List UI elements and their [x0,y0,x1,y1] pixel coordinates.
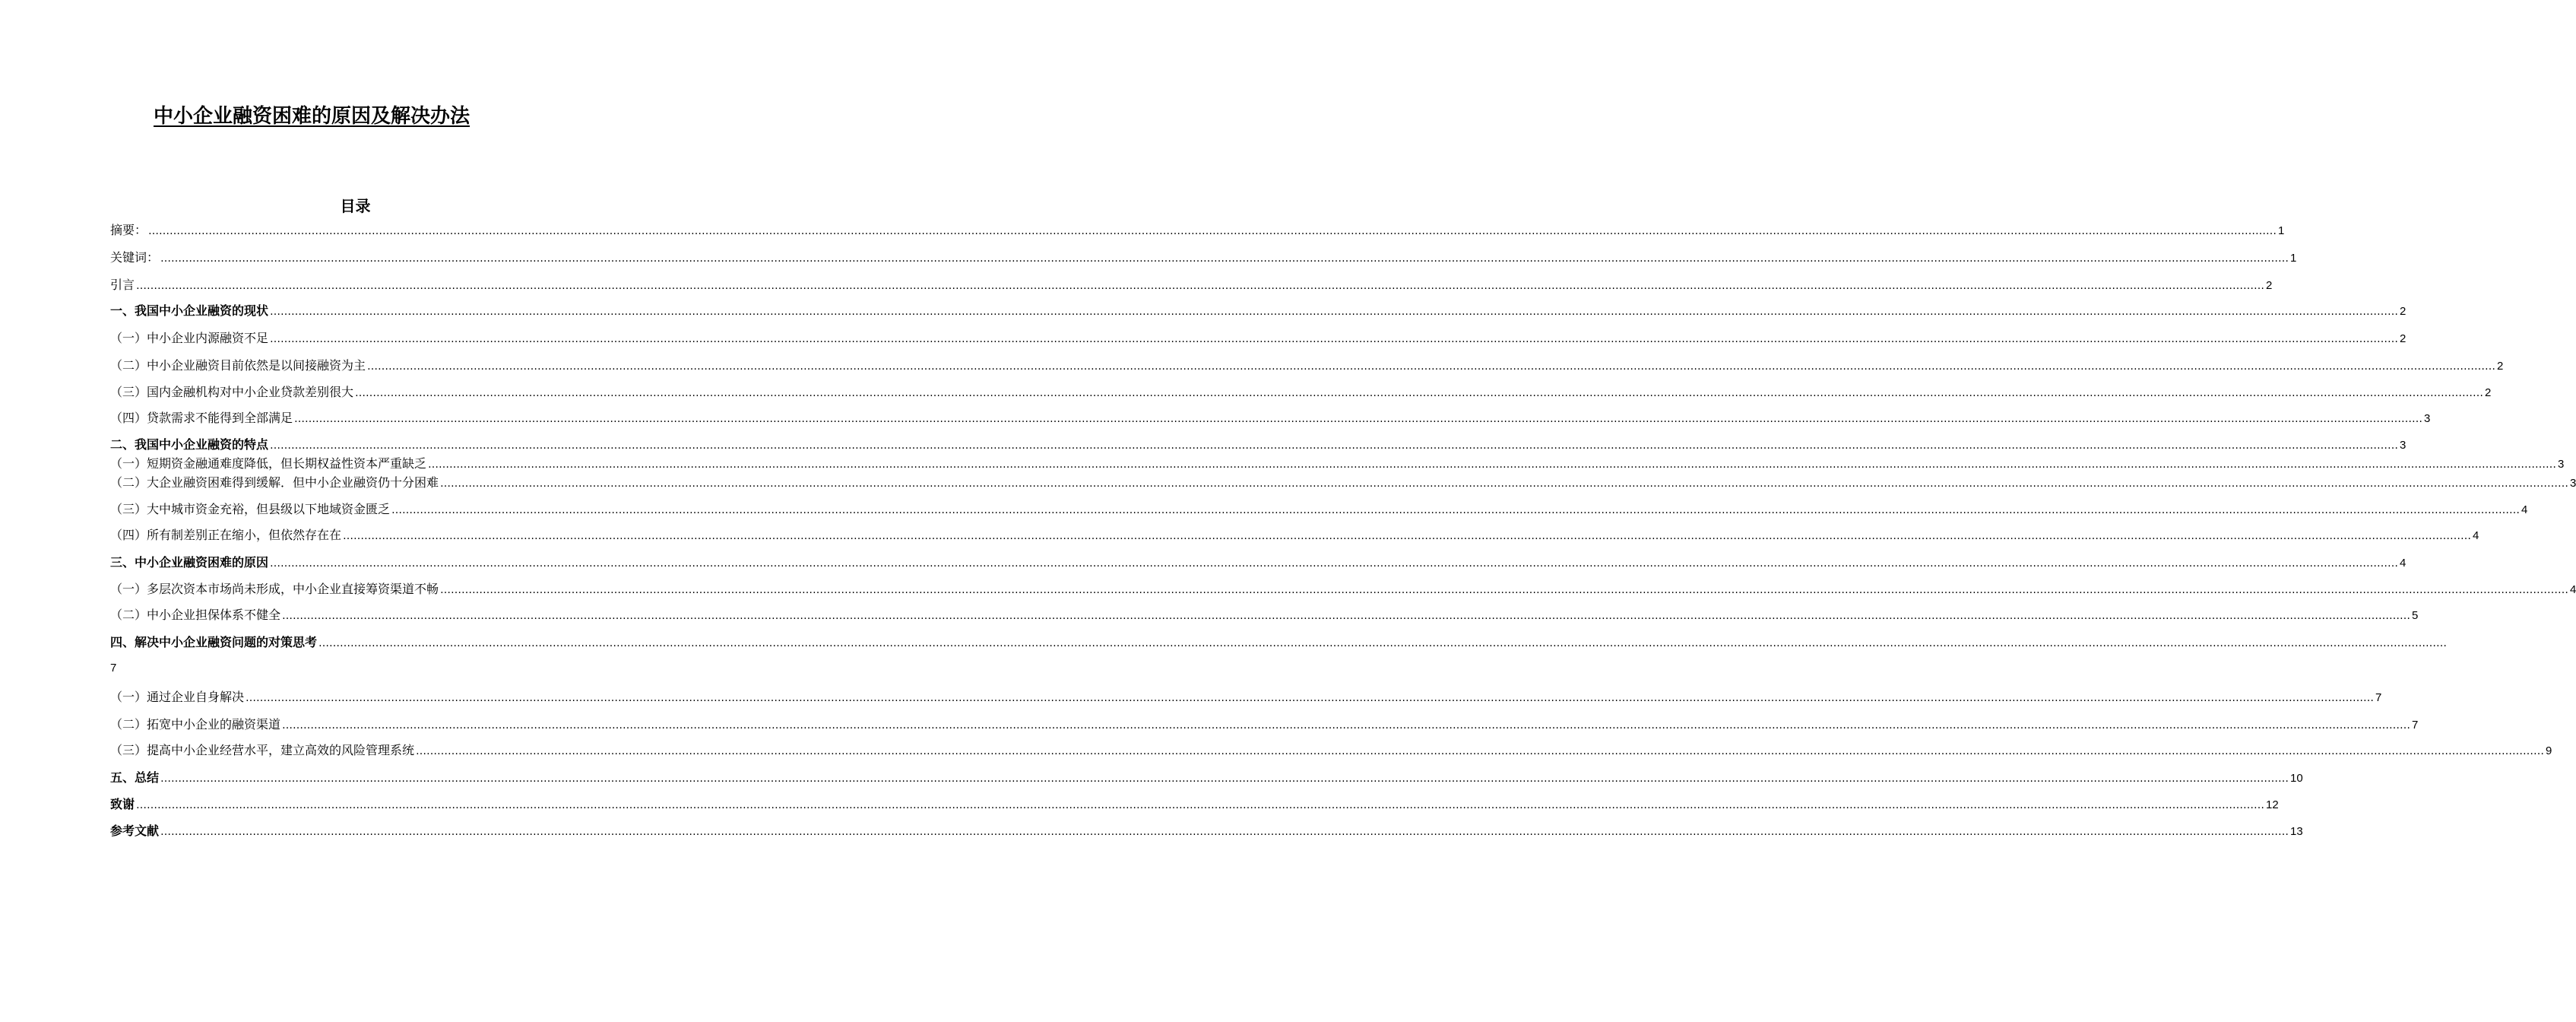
toc-entry-title: 四、解决中小企业融资问题的对策思考 [110,635,318,649]
toc-leader-dots: …………………………………………………………………………………………………………………………………………………………………………………………………………………………………………………………………………………………………………………………………………………………………………………………………………………………………………………………………………………………………………………………………………………… [294,413,2423,425]
toc-page-number: 3 [2570,477,2576,490]
toc-entry-title: 摘要： [110,223,147,237]
toc-leader-dots: …………………………………………………………………………………………………………………………………………………………………………………………………………………………………………………………………………………………………………………………………………………………………………………………………………………………………………………………………………………………………………………………………………………… [282,719,2411,732]
toc-page-number: 4 [2400,557,2406,570]
table-of-contents [110,0,2576,1022]
toc-entry-title: 三、中小企业融资困难的原因 [110,555,269,570]
toc-page-number: 1 [2278,224,2285,237]
toc-page-number: 3 [2424,412,2431,425]
toc-page-number: 2 [2266,279,2273,292]
toc-entry[interactable] [110,248,2297,265]
toc-leader-dots: …………………………………………………………………………………………………………………………………………………………………………………………………………………………………………………………………………………………………………………………………………………………………………………………………………………………………………………………………………………………………………………………………………………… [160,773,2289,785]
toc-entry[interactable] [110,435,2406,452]
toc-page-number: 1 [2290,252,2297,265]
toc-leader-dots: …………………………………………………………………………………………………………………………………………………………………………………………………………………………………………………………………………………………………………………………………………………………………………………………………………………………………………………………………………………………………………………………………………………… [136,799,2265,811]
toc-leader-dots: …………………………………………………………………………………………………………………………………………………………………………………………………………………………………………………………………………………………………………………………………………………………………………………………………………………………………………………………………………………………………………………………………………………… [440,478,2569,490]
toc-page-number: 13 [2290,825,2303,838]
toc-entry[interactable] [110,605,2419,622]
toc-entry[interactable] [110,768,2303,785]
toc-entry-title: （三）提高中小企业经营水平，建立高效的风险管理系统 [110,743,415,757]
toc-leader-dots: …………………………………………………………………………………………………………………………………………………………………………………………………………………………………………………………………………………………………………………………………………………………………………………………………………………………………………………………………………………………………………………………………………………… [270,440,2399,452]
toc-leader-dots: …………………………………………………………………………………………………………………………………………………………………………………………………………………………………………………………………………………………………………………………………………………………………………………………………………………………………………………………………………………………………………………………………………………… [367,360,2496,373]
toc-page-number: 3 [2400,439,2406,452]
toc-entry[interactable] [110,454,2565,471]
toc-entry-title: （一）短期资金融通难度降低，但长期权益性资本严重缺乏 [110,456,427,471]
toc-entry-title: 参考文献 [110,824,160,838]
toc-entry[interactable] [110,275,2273,292]
toc-page-number: 4 [2570,583,2576,596]
toc-page-number: 2 [2400,332,2406,345]
toc-entry[interactable] [110,821,2303,838]
toc-entry[interactable] [110,553,2406,570]
toc-entry[interactable] [110,500,2528,516]
toc-entry[interactable] [110,687,2382,704]
toc-entry-title: 致谢 [110,797,135,811]
toc-leader-dots: …………………………………………………………………………………………………………………………………………………………………………………………………………………………………………………………………………………………………………………………………………………………………………………………………………………………………………………………………………………………………………………………………………………… [270,557,2399,570]
toc-page-number: 7 [110,662,117,674]
toc-entry-title: （一）多层次资本市场尚未形成，中小企业直接筹资渠道不畅 [110,582,439,596]
toc-leader-dots: …………………………………………………………………………………………………………………………………………………………………………………………………………………………………………………………………………………………………………………………………………………………………………………………………………………………………………………………………………………………………………………………………………………… [270,333,2399,345]
toc-entry-title: （一）中小企业内源融资不足 [110,331,269,345]
toc-page-number: 4 [2473,529,2479,542]
toc-leader-dots: …………………………………………………………………………………………………………………………………………………………………………………………………………………………………………………………………………………………………………………………………………………………………………………………………………………………………………………………………………………………………………………………………………………… [246,692,2375,704]
toc-entry-title: 五、总结 [110,770,160,785]
toc-page-number: 3 [2558,458,2565,471]
toc-page-number: 4 [2521,503,2528,516]
toc-entry[interactable] [110,633,2448,649]
toc-entry[interactable] [110,221,2285,237]
toc-page-number: 12 [2266,798,2279,811]
document-title: 中小企业融资困难的原因及解决办法 [154,105,471,128]
toc-entry[interactable] [110,356,2504,373]
toc-page-number: 7 [2412,719,2419,732]
toc-entry-title: （二）拓宽中小企业的融资渠道 [110,717,281,732]
toc-entry-title: （四）贷款需求不能得到全部满足 [110,411,293,425]
toc-entry-title: （三）国内金融机构对中小企业贷款差别很大 [110,385,354,399]
toc-leader-dots: …………………………………………………………………………………………………………………………………………………………………………………………………………………………………………………………………………………………………………………………………………………………………………………………………………………………………………………………………………………………………………………………………………………… [136,280,2265,292]
toc-page-number: 2 [2400,305,2406,318]
toc-entry[interactable] [110,715,2419,732]
toc-entry-title: （二）大企业融资困难得到缓解．但中小企业融资仍十分困难 [110,475,439,490]
toc-page-number: 2 [2485,386,2492,399]
toc-leader-dots: …………………………………………………………………………………………………………………………………………………………………………………………………………………………………………………………………………………………………………………………………………………………………………………………………………………………………………………………………………………………………………………………………………………… [318,637,2448,649]
toc-page-number: 10 [2290,772,2303,785]
toc-entry[interactable] [110,741,2552,757]
toc-leader-dots: …………………………………………………………………………………………………………………………………………………………………………………………………………………………………………………………………………………………………………………………………………………………………………………………………………………………………………………………………………………………………………………………………………………… [355,387,2484,399]
toc-entry-title: 引言 [110,278,135,292]
toc-leader-dots: …………………………………………………………………………………………………………………………………………………………………………………………………………………………………………………………………………………………………………………………………………………………………………………………………………………………………………………………………………………………………………………………………………………… [343,530,2472,542]
toc-heading: 目录 [340,197,371,215]
toc-page-number: 7 [2375,691,2382,704]
toc-entry-title: （二）中小企业融资目前依然是以间接融资为主 [110,358,366,373]
toc-entry[interactable] [110,382,2492,399]
toc-entry-title: （三）大中城市资金充裕，但县级以下地域资金匮乏 [110,502,391,516]
toc-leader-dots: …………………………………………………………………………………………………………………………………………………………………………………………………………………………………………………………………………………………………………………………………………………………………………………………………………………………………………………………………………………………………………………………………………………… [282,610,2411,622]
toc-leader-dots: …………………………………………………………………………………………………………………………………………………………………………………………………………………………………………………………………………………………………………………………………………………………………………………………………………………………………………………………………………………………………………………………………………………… [148,225,2277,237]
toc-leader-dots: …………………………………………………………………………………………………………………………………………………………………………………………………………………………………………………………………………………………………………………………………………………………………………………………………………………………………………………………………………………………………………………………………………………… [440,584,2569,596]
toc-leader-dots: …………………………………………………………………………………………………………………………………………………………………………………………………………………………………………………………………………………………………………………………………………………………………………………………………………………………………………………………………………………………………………………………………………………… [160,826,2289,838]
toc-leader-dots: …………………………………………………………………………………………………………………………………………………………………………………………………………………………………………………………………………………………………………………………………………………………………………………………………………………………………………………………………………………………………………………………………………………… [160,252,2289,265]
toc-leader-dots: …………………………………………………………………………………………………………………………………………………………………………………………………………………………………………………………………………………………………………………………………………………………………………………………………………………………………………………………………………………………………………………………………………………… [391,504,2521,516]
toc-leader-dots: …………………………………………………………………………………………………………………………………………………………………………………………………………………………………………………………………………………………………………………………………………………………………………………………………………………………………………………………………………………………………………………………………………………… [416,745,2545,757]
toc-entry[interactable] [110,473,2576,490]
toc-entry[interactable] [110,328,2406,345]
toc-entry[interactable] [110,408,2431,425]
toc-page-number: 2 [2497,360,2504,373]
toc-entry[interactable] [110,525,2479,542]
toc-leader-dots: …………………………………………………………………………………………………………………………………………………………………………………………………………………………………………………………………………………………………………………………………………………………………………………………………………………………………………………………………………………………………………………………………………………… [428,459,2557,471]
toc-entry-title: 关键词： [110,250,160,265]
toc-page-number: 9 [2546,744,2552,757]
toc-entry-title: 二、我国中小企业融资的特点 [110,437,269,452]
toc-entry-title: （一）通过企业自身解决 [110,690,245,704]
toc-entry[interactable] [110,301,2406,318]
toc-entry-title: （四）所有制差别正在缩小，但依然存在在 [110,528,342,542]
toc-entry[interactable] [110,795,2279,811]
toc-entry[interactable] [110,579,2576,596]
toc-entry-title: 一、我国中小企业融资的现状 [110,303,269,318]
toc-entry-title: （二）中小企业担保体系不健全 [110,608,281,622]
toc-page-number: 5 [2412,609,2419,622]
toc-leader-dots: …………………………………………………………………………………………………………………………………………………………………………………………………………………………………………………………………………………………………………………………………………………………………………………………………………………………………………………………………………………………………………………………………………………… [270,306,2399,318]
